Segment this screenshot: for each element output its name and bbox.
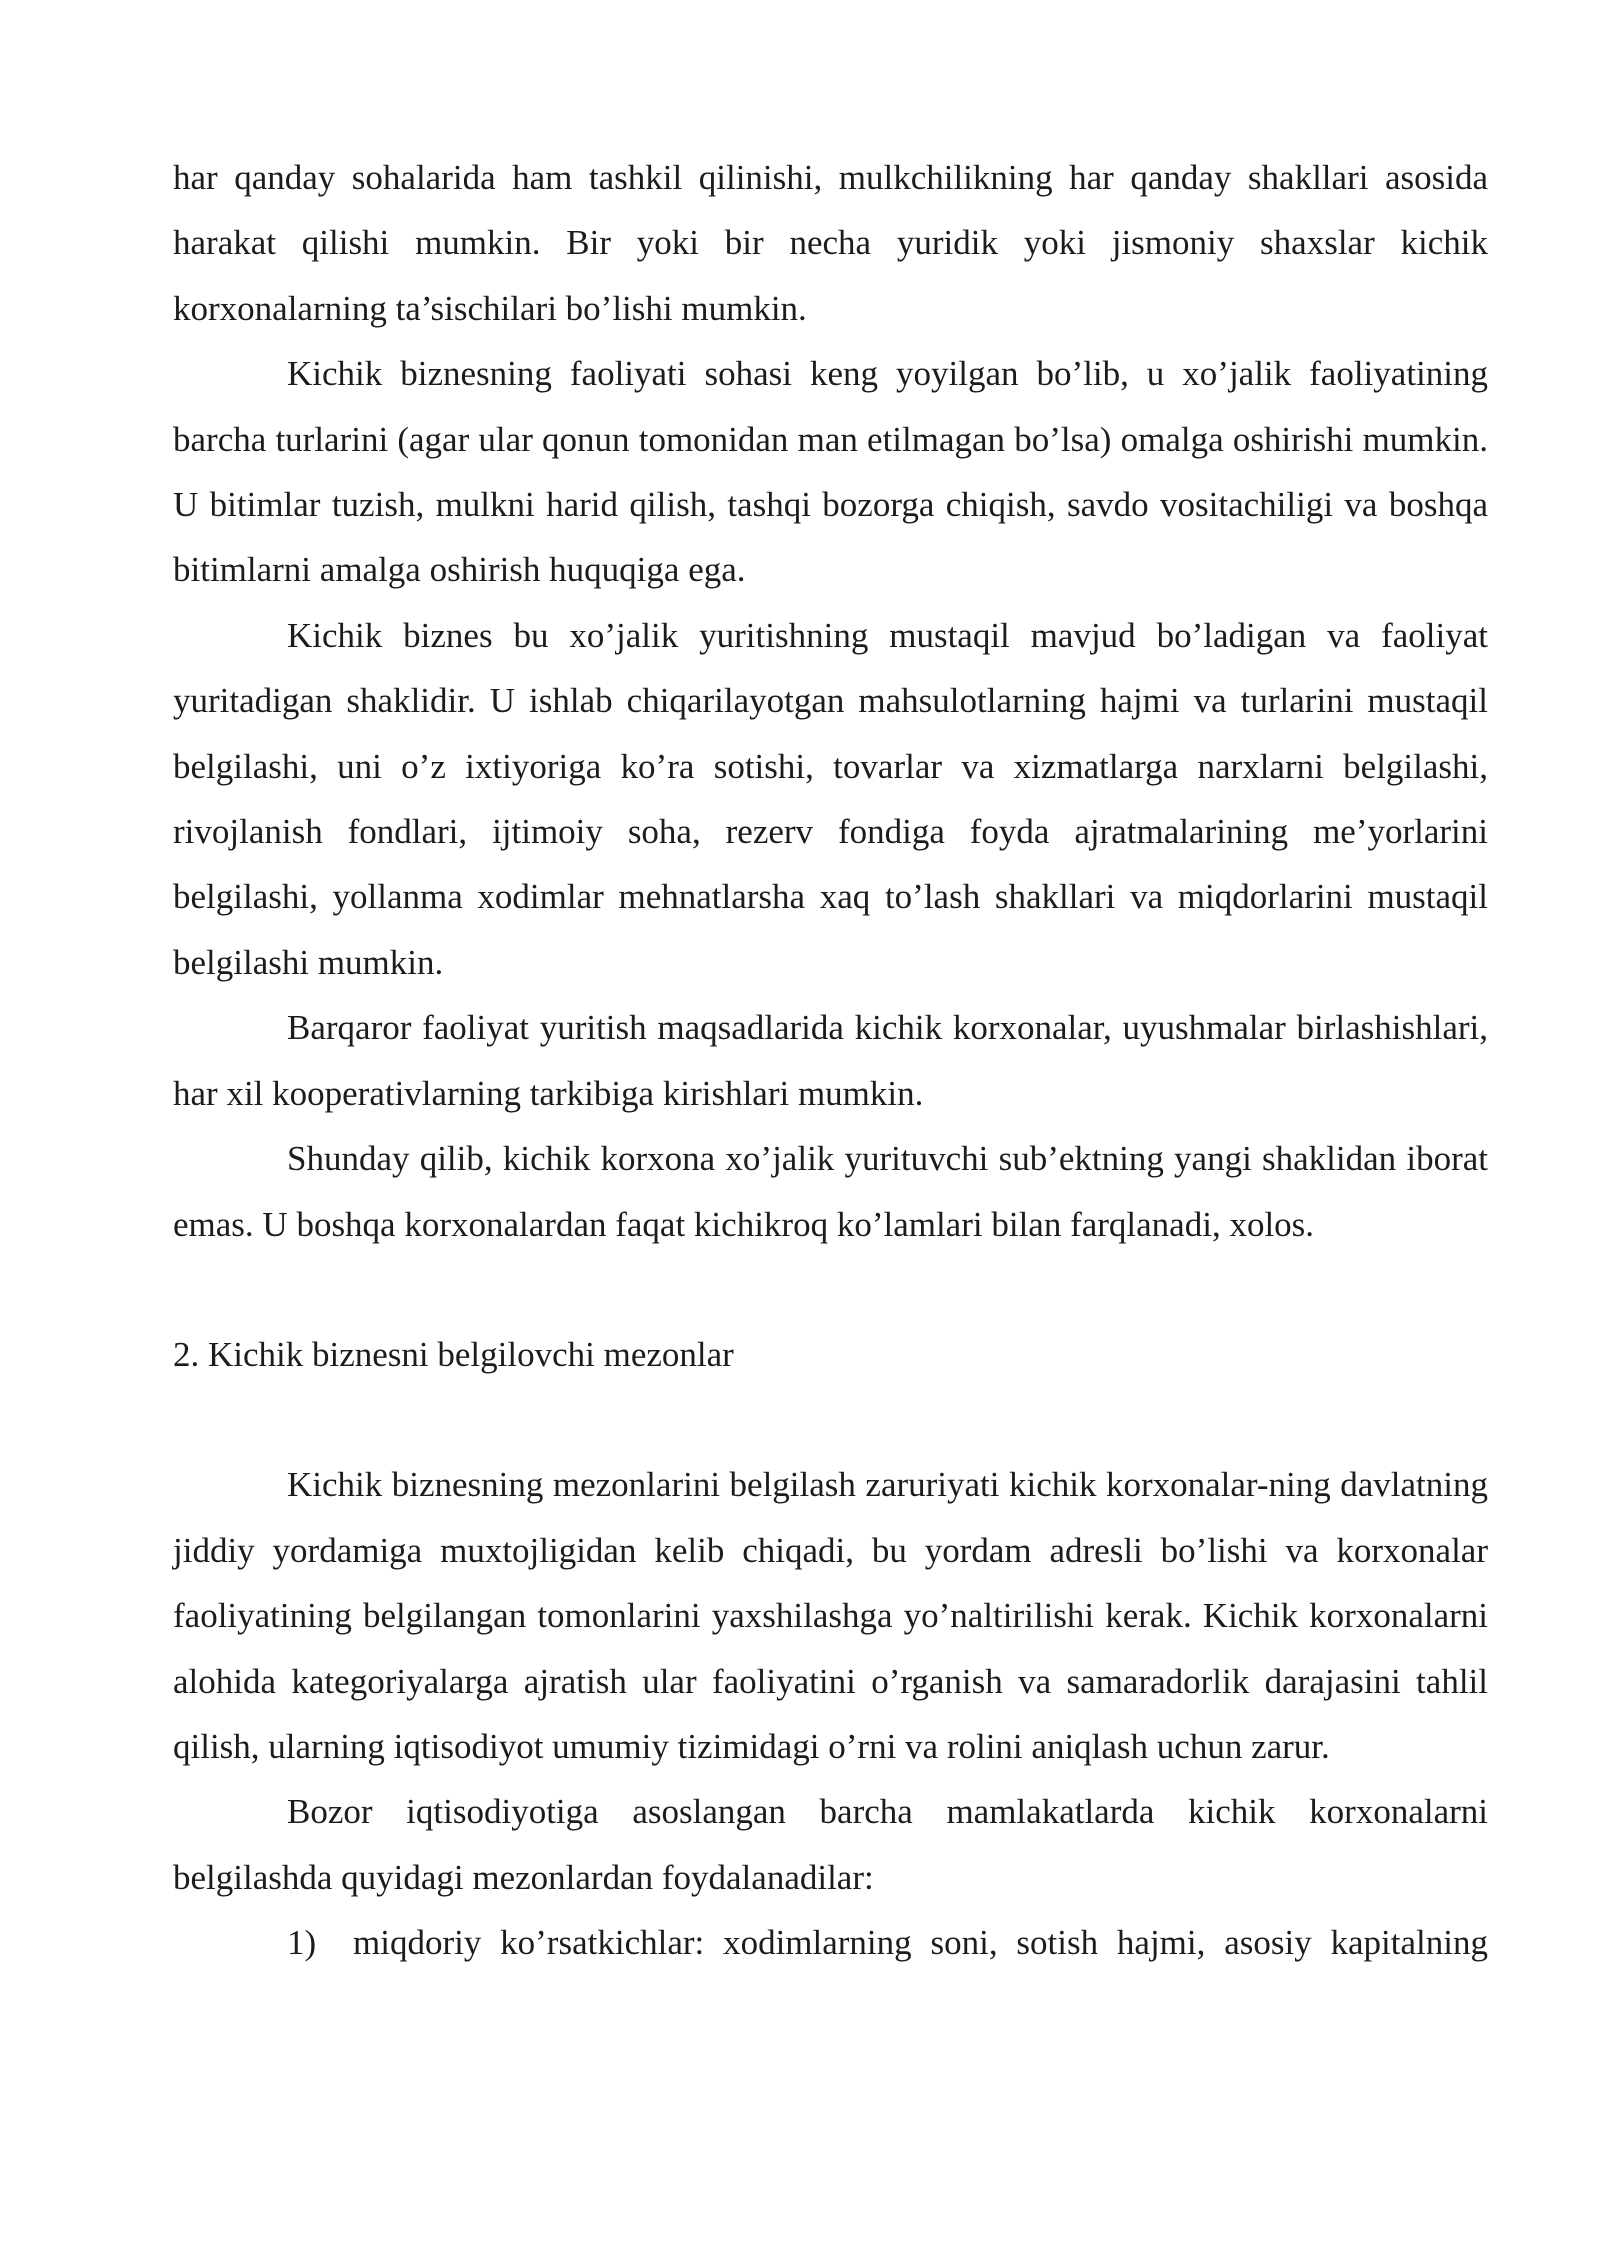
list-item-number: 1) <box>287 1923 317 1963</box>
section-heading: 2. Kichik biznesni belgilovchi mezonlar <box>173 1334 734 1374</box>
list-item <box>173 1910 1488 1975</box>
list-item-text: miqdoriy ko’rsatkichlar: xodimlarning soni, sotish hajmi, asosiy kapitalning <box>353 1923 1488 1963</box>
document-page <box>173 145 1488 1976</box>
paragraph: Kichik biznesning faoliyati sohasi keng yoyilgan bo’lib, u xo’jalik faoliyatining barcha turlarini (agar ular qonun tomonidan man etilmagan bo’lsa) omalga oshirishi mumkin. U bitimlar tuzish, mulkni harid qilish, tashqi bozorga chiqish, savdo vositachiligi va boshqa bitimlarni amalga oshirish huquqiga ega. <box>173 354 1488 590</box>
paragraph: Shunday qilib, kichik korxona xo’jalik yurituvchi sub’ektning yangi shaklidan iborat emas. U boshqa korxonalardan faqat kichikroq ko’lamlari bilan farqlanadi, xolos. <box>173 1139 1488 1244</box>
paragraph: Kichik biznesning mezonlarini belgilash zaruriyati kichik korxonalar-ning davlatning jiddiy yordamiga muxtojligidan kelib chiqadi, bu yordam adresli bo’lishi va korxonalar faoliyatining belgilangan tomonlarini yaxshilashga yo’naltirilishi kerak. Kichik korxonalarni alohida kategoriyalarga ajratish ular faoliyatini o’rganish va samaradorlik darajasini tahlil qilish, ularning iqtisodiyot umumiy tizimidagi o’rni va rolini aniqlash uchun zarur. <box>173 1465 1488 1766</box>
paragraph-continuation: har qanday sohalarida ham tashkil qilinishi, mulkchilikning har qanday shakllari asosida harakat qilishi mumkin. Bir yoki bir necha yuridik yoki jismoniy shaxslar kichik korxonalarning ta’sischilari bo’lishi mumkin. <box>173 158 1488 328</box>
paragraph: Barqaror faoliyat yuritish maqsadlarida kichik korxonalar, uyushmalar birlashishlari, har xil kooperativlarning tarkibiga kirishlari mumkin. <box>173 1008 1488 1113</box>
paragraph: Bozor iqtisodiyotiga asoslangan barcha mamlakatlarda kichik korxonalarni belgilashda quyidagi mezonlardan foydalanadilar: <box>173 1792 1488 1897</box>
paragraph: Kichik biznes bu xo’jalik yuritishning mustaqil mavjud bo’ladigan va faoliyat yuritadigan shaklidir. U ishlab chiqarilayotgan mahsulotlarning hajmi va turlarini mustaqil belgilashi, uni o’z ixtiyoriga ko’ra sotishi, tovarlar va xizmatlarga narxlarni belgilashi, rivojlanish fondlari, ijtimoiy soha, rezerv fondiga foyda ajratmalarining me’yorlarini belgilashi, yollanma xodimlar mehnatlarsha xaq to’lash shakllari va miqdorlarini mustaqil belgilashi mumkin. <box>173 615 1488 982</box>
